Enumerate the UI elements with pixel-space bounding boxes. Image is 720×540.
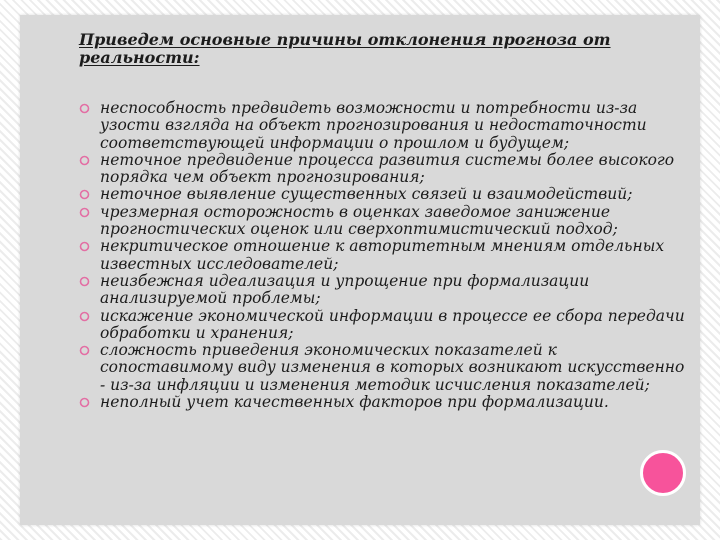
circle-ring-icon <box>79 241 90 252</box>
pink-circle-decoration <box>640 450 686 496</box>
circle-ring-icon <box>79 207 90 218</box>
list-item-text: чрезмерная осторожность в оценках заведомое занижение прогностических оценок или сверхоптимистический подход; <box>100 202 618 239</box>
circle-ring-icon <box>79 345 90 356</box>
list-item-text: неточное выявление существенных связей и взаимодействий; <box>100 185 633 204</box>
slide-title: Приведем основные причины отклонения прогноза от реальности: <box>79 30 611 67</box>
list-item <box>79 394 689 411</box>
list-item-text: некритическое отношение к авторитетным мнениям отдельных известных исследователей; <box>100 237 665 273</box>
list-item <box>79 308 689 343</box>
list-item <box>79 152 689 187</box>
list-item <box>79 342 689 394</box>
list-item <box>79 100 689 152</box>
list-item-text: неизбежная идеализация и упрощение при формализации анализируемой проблемы; <box>100 271 590 308</box>
list-item <box>79 273 689 308</box>
list-item-text: неспособность предвидеть возможности и потребности из-за узости взгляда на объект прогнозирования и недостаточности соответствующей информации о прошлом и будущем; <box>100 99 647 152</box>
circle-ring-icon <box>79 189 90 200</box>
list-item-text: искажение экономической информации в процессе ее сбора передачи обработки и хранения; <box>100 306 685 342</box>
reasons-list <box>79 100 689 411</box>
slide-panel <box>20 15 700 525</box>
list-item-text: сложность приведения экономических показателей к сопоставимому виду изменения в которых возникают искусственно - из-за инфляции и изменения методик исчисления показателей; <box>100 341 685 394</box>
list-item <box>79 204 689 239</box>
circle-ring-icon <box>79 155 90 166</box>
circle-ring-icon <box>79 397 90 408</box>
list-item-text: неточное предвидение процесса развития системы более высокого порядка чем объект прогнозирования; <box>100 150 675 187</box>
list-item <box>79 186 689 203</box>
list-item <box>79 238 689 273</box>
circle-ring-icon <box>79 276 90 287</box>
circle-ring-icon <box>79 103 90 114</box>
list-item-text: неполный учет качественных факторов при формализации. <box>100 393 609 412</box>
circle-ring-icon <box>79 311 90 322</box>
